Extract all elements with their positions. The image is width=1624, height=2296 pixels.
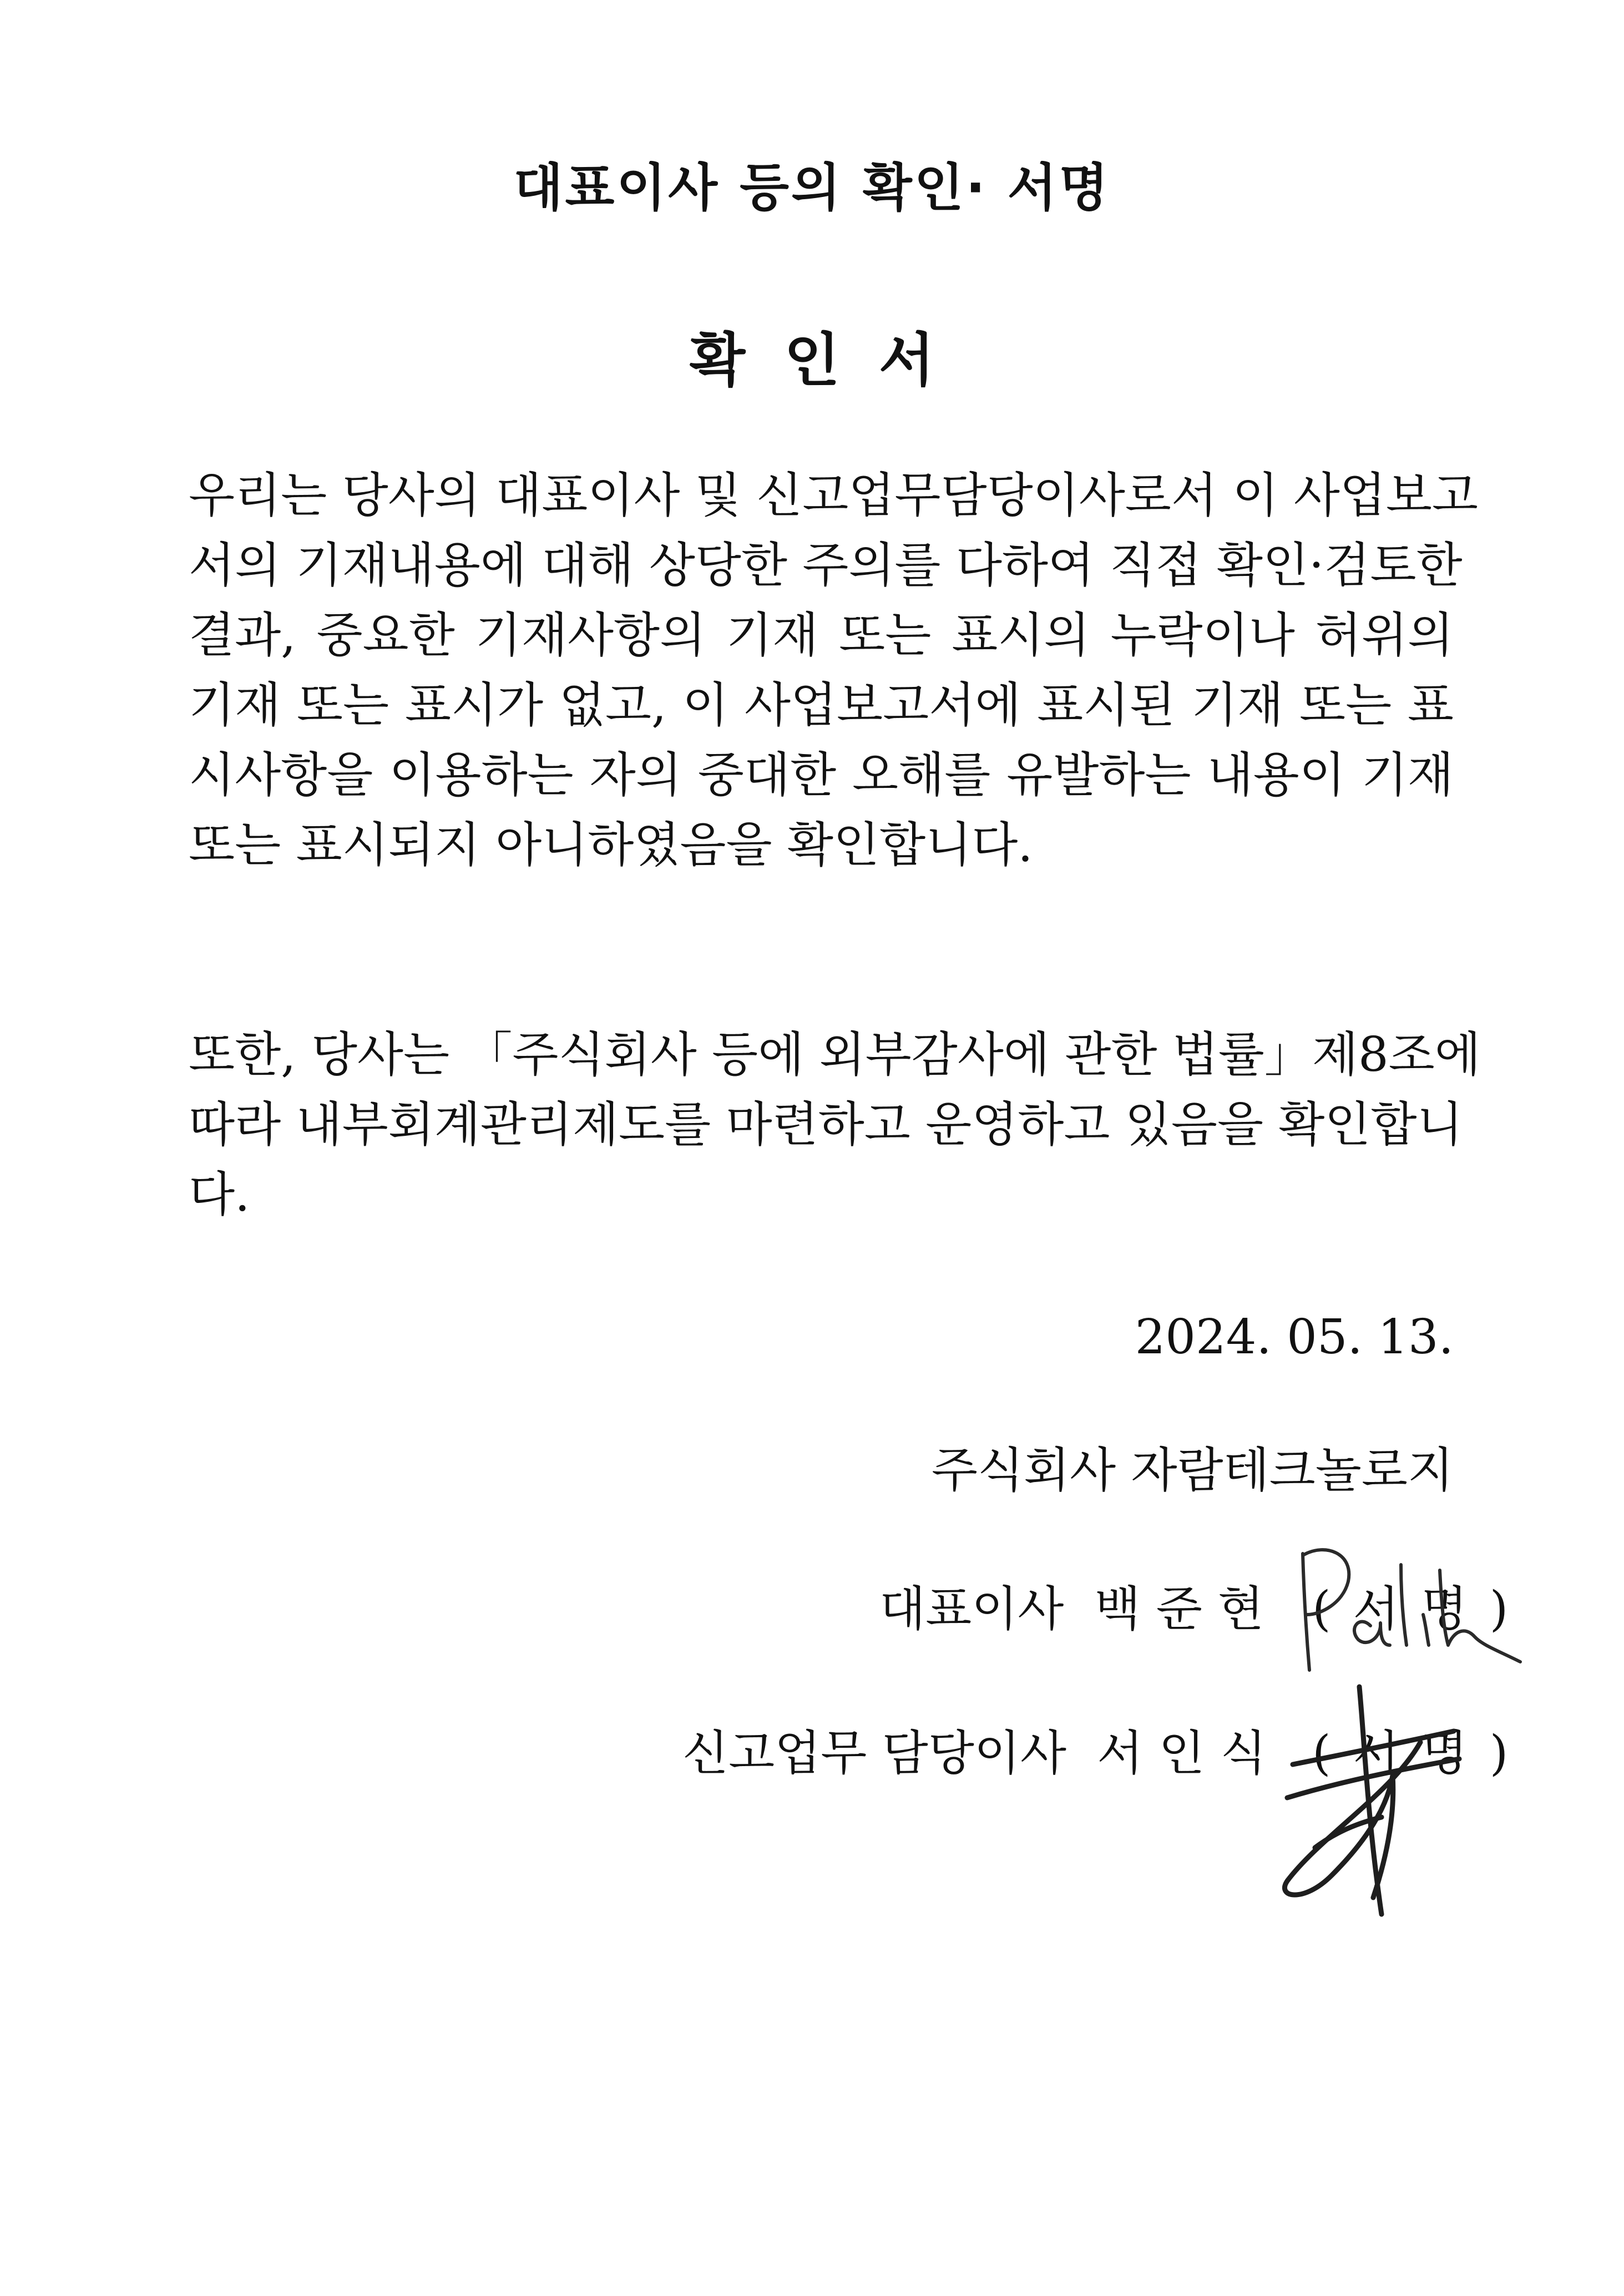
paragraph-line: 따라 내부회계관리제도를 마련하고 운영하고 있음을 확인합니	[189, 1097, 1463, 1152]
document-date: 2024. 05. 13.	[1135, 1309, 1454, 1365]
signatory-name: 서인식	[1097, 1726, 1282, 1781]
reporting-officer-signatory	[682, 1720, 1282, 1787]
confirmation-paragraph	[189, 461, 1478, 880]
paragraph-line: 또는 표시되지 아니하였음을 확인합니다.	[189, 817, 1033, 873]
signature-mark-label: (서명)	[1312, 1726, 1531, 1781]
paragraph-line: 기재 또는 표시가 없고, 이 사업보고서에 표시된 기재 또는 표	[189, 677, 1454, 733]
paragraph-line: 우리는 당사의 대표이사 및 신고업무담당이사로서 이 사업보고	[189, 468, 1478, 523]
signatory-role: 신고업무 담당이사	[682, 1726, 1066, 1781]
paragraph-line: 시사항을 이용하는 자의 중대한 오해를 유발하는 내용이 기재	[189, 747, 1454, 803]
signature-mark-label: (서명)	[1312, 1581, 1531, 1637]
paragraph-line: 다.	[189, 1167, 250, 1222]
company-name: 주식회사 자람테크놀로지	[931, 1443, 1454, 1498]
paragraph-line: 서의 기재내용에 대해 상당한 주의를 다하여 직접 확인·검토한	[189, 538, 1463, 593]
paragraph-line: 또한, 당사는 「주식회사 등에 외부감사에 관한 법률」제8조에	[189, 1027, 1481, 1083]
ceo-signatory	[879, 1576, 1279, 1642]
signatory-role: 대표이사	[879, 1581, 1064, 1637]
document-title: 확인서	[689, 326, 974, 394]
signatory-name: 백준현	[1094, 1581, 1279, 1637]
officer-handwritten-signature	[1254, 1681, 1498, 1936]
document-heading: 대표이사 등의 확인· 서명	[513, 158, 1111, 218]
paragraph-line: 결과, 중요한 기재사항의 기재 또는 표시의 누락이나 허위의	[189, 608, 1454, 663]
internal-control-paragraph	[189, 1020, 1481, 1230]
